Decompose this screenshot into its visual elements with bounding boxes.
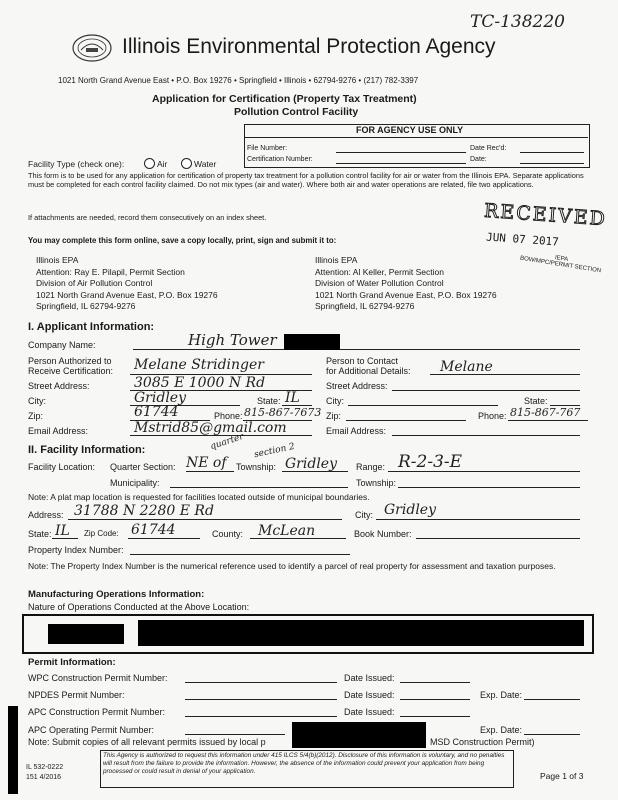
company-label: Company Name: xyxy=(28,340,96,350)
range-value[interactable]: R-2-3-E xyxy=(398,452,463,472)
facility-address-value[interactable]: 31788 N 2280 E Rd xyxy=(74,503,214,519)
permit-note-end: MSD Construction Permit) xyxy=(430,737,535,747)
date-label: Date: xyxy=(470,156,487,163)
handwritten-id: TC-138220 xyxy=(470,12,565,32)
air-label: Air xyxy=(157,159,168,169)
state2-label: State: xyxy=(524,396,548,406)
section-note: section 2 xyxy=(253,441,296,461)
npdes-permit-label: NPDES Permit Number: xyxy=(28,690,125,700)
npdes-exp-date-label: Exp. Date: xyxy=(480,690,523,700)
quarter-section-label: Quarter Section: xyxy=(110,462,176,472)
facility-state-label: State: xyxy=(28,529,52,539)
footer-disclaimer: This Agency is authorized to request this information under 415 ILCS 5/4(b)(2012). Disclosure of this information is voluntary, and no penalties will result from the failure to provide the information. However, the absence of the information could prevent your application from being processed or could result in denial of your application. xyxy=(103,752,505,775)
phone-label: Phone: xyxy=(214,411,243,421)
facility-address-label: Address: xyxy=(28,510,64,520)
form-subtitle: Pollution Control Facility xyxy=(234,106,359,118)
municipality-label: Municipality: xyxy=(110,478,160,488)
facility-heading: II. Facility Information: xyxy=(28,444,146,456)
quarter-section-value[interactable]: NE of xyxy=(186,455,227,471)
state-value[interactable]: IL xyxy=(285,390,300,406)
apc-operating-label: APC Operating Permit Number: xyxy=(28,725,155,735)
epa-seal-logo xyxy=(72,34,112,62)
contact-person-label: Person to Contact for Additional Details: xyxy=(326,356,411,376)
facility-type-label: Facility Type (check one): xyxy=(28,159,125,169)
manufacturing-heading: Manufacturing Operations Information: xyxy=(28,589,205,600)
person-authorized-value[interactable]: Melane Stridinger xyxy=(134,357,264,373)
redaction-box xyxy=(284,334,340,350)
cert-number-label: Certification Number: xyxy=(247,156,313,163)
contact-person-value[interactable]: Melane xyxy=(440,359,493,375)
street-value[interactable]: 3085 E 1000 N Rd xyxy=(134,375,266,391)
pin-note: Note: The Property Index Number is the numerical reference used to identify a parcel of real property for assessment and taxation purposes. xyxy=(28,561,556,571)
facility-zip-label: Zip Code: xyxy=(84,529,119,538)
nature-label: Nature of Operations Conducted at the Above Location: xyxy=(28,602,250,612)
facility-state-value[interactable]: IL xyxy=(55,523,70,539)
npdes-date-issued-label: Date Issued: xyxy=(344,690,395,700)
submit-note: You may complete this form online, save a copy locally, print, sign and submit it to: xyxy=(28,236,337,245)
township2-label: Township: xyxy=(356,478,397,488)
quarter-note: quarter xyxy=(209,431,246,453)
zip-value[interactable]: 61744 xyxy=(134,404,179,420)
attachments-note: If attachments are needed, record them consecutively on an index sheet. xyxy=(28,213,267,222)
permit-note-start: Note: Submit copies of all relevant permits issued by local p xyxy=(28,737,266,747)
facility-city-value[interactable]: Gridley xyxy=(384,502,436,518)
phone2-value[interactable]: 815-867-767 xyxy=(510,406,581,419)
stamp-date: JUN 07 2017 xyxy=(485,230,560,249)
wpc-date-issued-label: Date Issued: xyxy=(344,673,395,683)
water-radio[interactable] xyxy=(181,158,192,169)
water-label: Water xyxy=(194,159,217,169)
zip-label: Zip: xyxy=(28,411,44,421)
city-value[interactable]: Gridley xyxy=(134,390,186,406)
air-address-block: Illinois EPA Attention: Ray E. Pilapil, Permit Section Division of Air Pollution Control 1021 North Grand Avenue East, P.O. Box 19276 Springfield, IL 62794-9276 xyxy=(36,255,218,311)
facility-location-label: Facility Location: xyxy=(28,462,96,472)
county-value[interactable]: McLean xyxy=(258,523,316,539)
state-label: State: xyxy=(257,396,281,406)
agency-name: Illinois Environmental Protection Agency xyxy=(122,35,496,58)
company-value[interactable]: High Tower xyxy=(188,331,277,349)
agency-box-heading: FOR AGENCY USE ONLY xyxy=(356,125,464,135)
agency-address: 1021 North Grand Avenue East • P.O. Box 19276 • Springfield • Illinois • 62794-9276 • (217) 782-3397 xyxy=(58,76,419,85)
wpc-permit-label: WPC Construction Permit Number: xyxy=(28,673,168,683)
date-recd-label: Date Rec'd: xyxy=(470,145,507,152)
pin-label: Property Index Number: xyxy=(28,545,124,555)
form-id: IL 532-0222 151 4/2016 xyxy=(26,764,64,781)
email-label: Email Address: xyxy=(28,426,89,436)
water-address-block: Illinois EPA Attention: Al Keller, Permit Section Division of Water Pollution Control 1021 North Grand Avenue East, P.O. Box 19276 Springfield, IL 62794-9276 xyxy=(315,255,497,311)
township-label: Township: xyxy=(236,462,277,472)
facility-zip-value[interactable]: 61744 xyxy=(131,522,176,538)
apc-construction-label: APC Construction Permit Number: xyxy=(28,707,166,717)
phone-value[interactable]: 815-867-7673 xyxy=(244,406,322,419)
apc-date-issued-label: Date Issued: xyxy=(344,707,395,717)
received-stamp: RECEIVED xyxy=(483,199,608,231)
phone2-label: Phone: xyxy=(478,411,507,421)
email2-label: Email Address: xyxy=(326,426,387,436)
zip2-label: Zip: xyxy=(326,411,342,421)
email-value[interactable]: Mstrid85@gmail.com xyxy=(134,420,287,436)
applicant-heading: I. Applicant Information: xyxy=(28,321,155,333)
stamp-office: IEPA BOW/MPC/PERMIT SECTION xyxy=(519,255,602,275)
street-label: Street Address: xyxy=(28,381,90,391)
intro-paragraph: This form is to be used for any application for certification of property tax treatment for a pollution control facility for air or water from the Illinois EPA. Separate applications must be completed for each control facility claimed. Do not mix types (air and water). Where both air and water operations are related, file two applications. xyxy=(28,171,584,189)
air-radio[interactable] xyxy=(144,158,155,169)
form-title: Application for Certification (Property Tax Treatment) xyxy=(152,93,417,105)
person-authorized-label: Person Authorized to Receive Certification: xyxy=(28,356,114,376)
facility-city-label: City: xyxy=(355,510,373,520)
page-number: Page 1 of 3 xyxy=(540,771,584,781)
book-number-label: Book Number: xyxy=(354,529,412,539)
street2-label: Street Address: xyxy=(326,381,388,391)
county-label: County: xyxy=(212,529,244,539)
apc-op-exp-date-label: Exp. Date: xyxy=(480,725,523,735)
range-label: Range: xyxy=(356,462,386,472)
township-value[interactable]: Gridley xyxy=(285,456,337,472)
permit-heading: Permit Information: xyxy=(28,657,116,668)
city2-label: City: xyxy=(326,396,344,406)
file-number-label: File Number: xyxy=(247,145,288,152)
city-label: City: xyxy=(28,396,46,406)
plat-note: Note: A plat map location is requested for facilities located outside of municipal boundaries. xyxy=(28,492,370,502)
